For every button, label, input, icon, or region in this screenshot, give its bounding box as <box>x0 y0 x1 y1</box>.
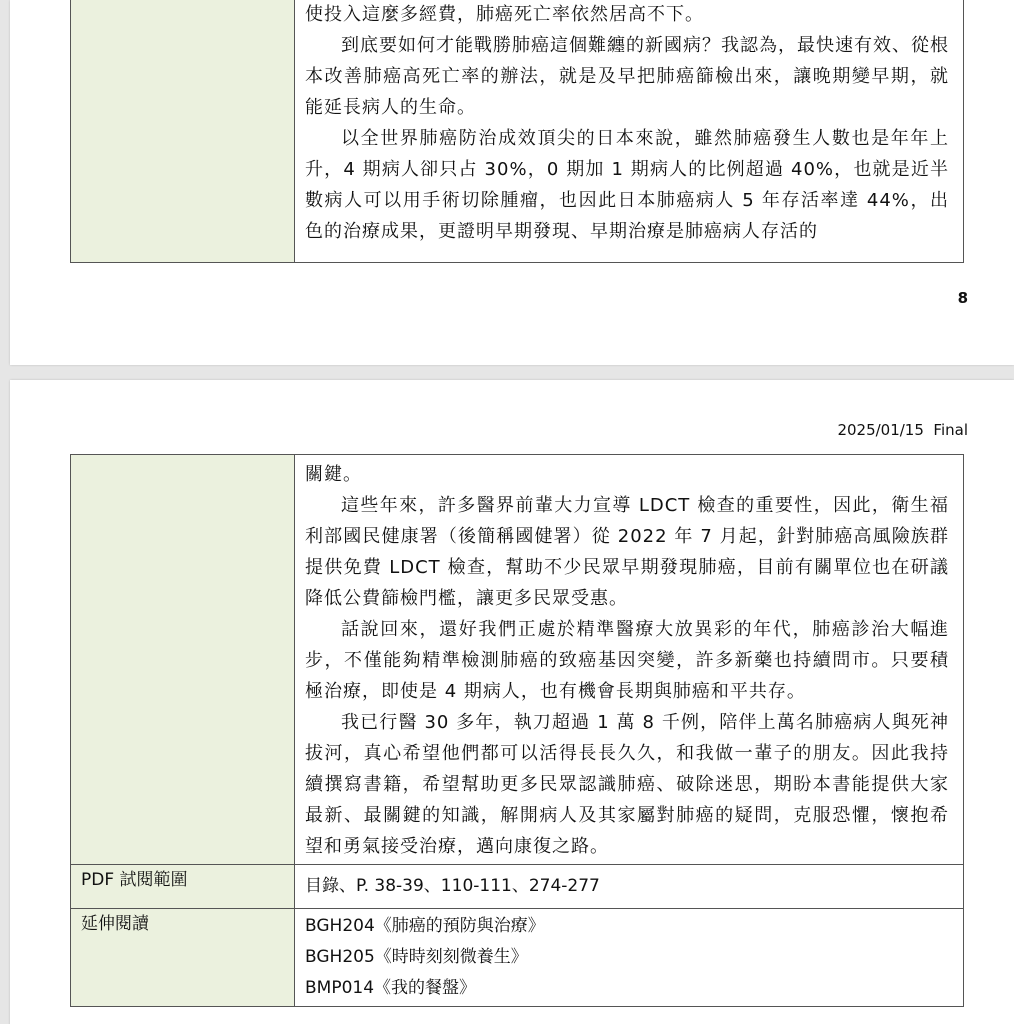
header-date: 2025/01/15 Final <box>837 421 968 439</box>
label-cell-empty <box>71 455 295 865</box>
list-item: BGH205《時時刻刻微養生》 <box>305 947 528 967</box>
content-cell <box>295 455 964 865</box>
label-cell-empty <box>71 0 295 263</box>
content-cell <box>295 0 964 263</box>
paragraph: 我已行醫 30 多年，執刀超過 1 萬 8 千例，陪伴上萬名肺癌病人與死神拔河，真心希望他們都可以活得長長久久，和我做一輩子的朋友。因此我持續撰寫書籍，希望幫助更多民眾認識肺癌、破除迷思，期盼本書能提供大家最新、最關鍵的知識，解開病人及其家屬對肺癌的疑問，克服恐懼，懷抱希望和勇氣接受治療，邁向康復之路。 <box>305 712 949 857</box>
pdf-preview-label: PDF 試閱範圍 <box>71 865 295 909</box>
document-page-9 <box>10 380 1014 1024</box>
content-table <box>70 454 964 1007</box>
paragraph: 使投入這麼多經費，肺癌死亡率依然居高不下。 <box>305 4 704 25</box>
paragraph: 這些年來，許多醫界前輩大力宣導 LDCT 檢查的重要性，因此，衛生福利部國民健康署（後簡稱國健署）從 2022 年 7 月起，針對肺癌高風險族群提供免費 LDCT 檢查，幫助不少民眾早期發現肺癌，目前有關單位也在研議降低公費篩檢門檻，讓更多民眾受惠。 <box>305 495 949 609</box>
content-table <box>70 0 964 263</box>
document-page-8 <box>10 0 1014 365</box>
paragraph: 以全世界肺癌防治成效頂尖的日本來說，雖然肺癌發生人數也是年年上升，4 期病人卻只占 30%，0 期加 1 期病人的比例超過 40%，也就是近半數病人可以用手術切除腫瘤，也因此日本肺癌病人 5 年存活率達 44%，出色的治療成果，更證明早期發現、早期治療是肺癌病人存活的 <box>305 128 949 242</box>
list-item: BMP014《我的餐盤》 <box>305 978 477 998</box>
paragraph: 關鍵。 <box>305 464 362 485</box>
table-row <box>71 0 964 263</box>
extended-reading-label: 延伸閱讀 <box>71 909 295 1007</box>
extended-reading-row <box>71 909 964 1007</box>
paragraph: 到底要如何才能戰勝肺癌這個難纏的新國病？我認為，最快速有效、從根本改善肺癌高死亡率的辦法，就是及早把肺癌篩檢出來，讓晚期變早期，就能延長病人的生命。 <box>305 35 949 118</box>
pdf-preview-row <box>71 865 964 909</box>
table-row <box>71 455 964 865</box>
page-number: 8 <box>957 289 968 307</box>
extended-reading-list <box>295 909 964 1007</box>
pdf-preview-range: 目錄、P. 38-39、110-111、274-277 <box>295 865 964 909</box>
list-item: BGH204《肺癌的預防與治療》 <box>305 916 545 936</box>
paragraph: 話說回來，還好我們正處於精準醫療大放異彩的年代，肺癌診治大幅進步，不僅能夠精準檢測肺癌的致癌基因突變，許多新藥也持續問市。只要積極治療，即使是 4 期病人，也有機會長期與肺癌和平共存。 <box>305 619 949 702</box>
